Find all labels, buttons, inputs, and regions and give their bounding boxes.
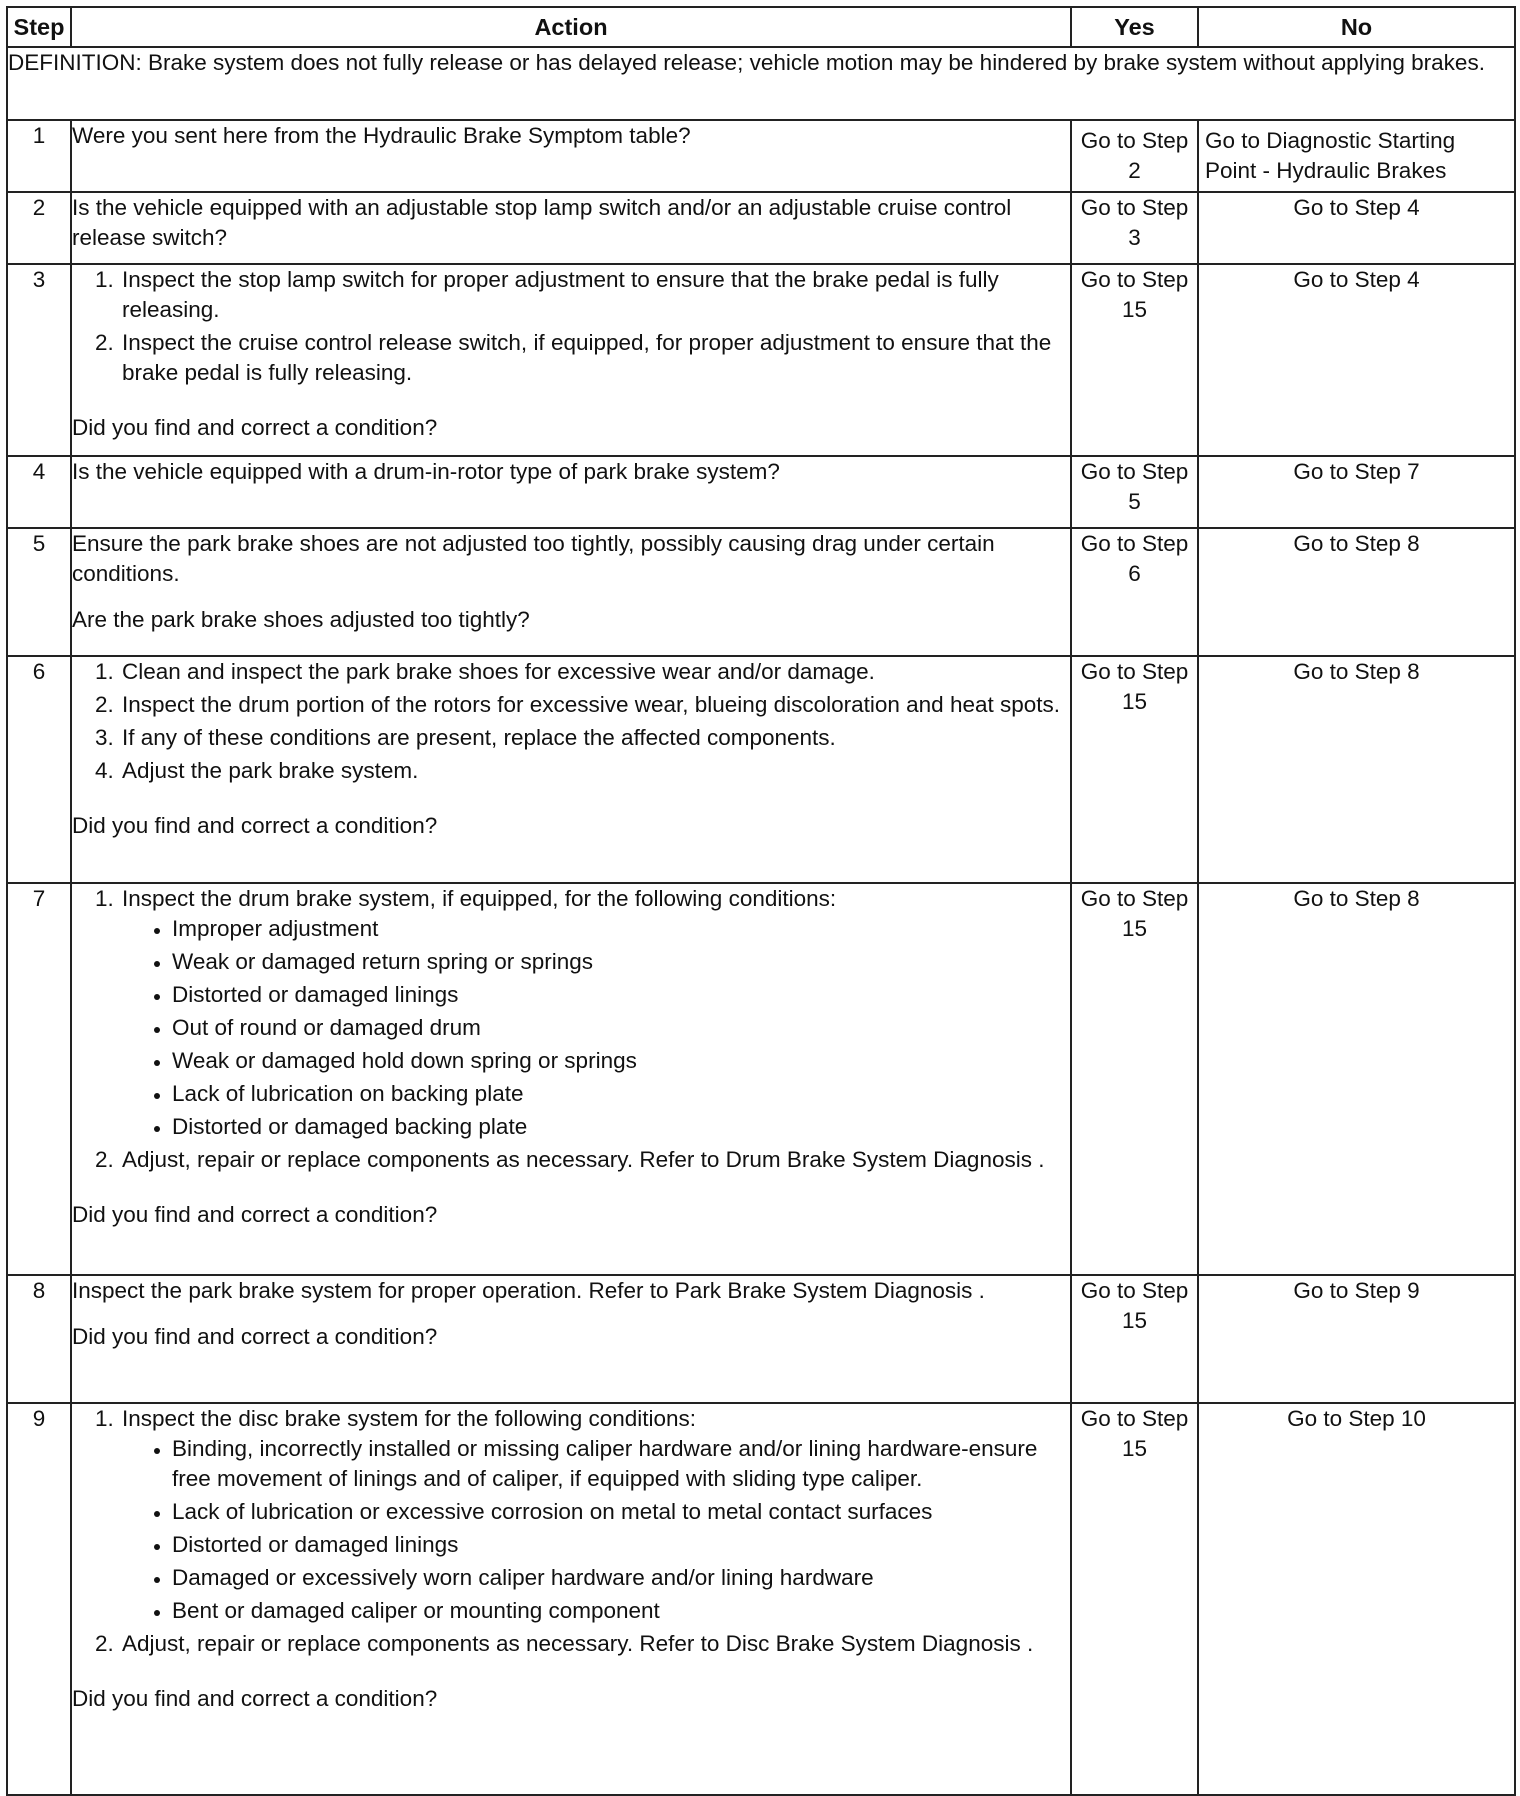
header-no: No bbox=[1198, 7, 1515, 47]
list-item: 1. Inspect the stop lamp switch for proper adjustment to ensure that the brake pedal is fully releasing. bbox=[120, 265, 1070, 325]
step-number: 2 bbox=[7, 192, 71, 264]
bullet-list bbox=[122, 1434, 1070, 1626]
header-row bbox=[7, 7, 1515, 47]
action-question: Did you find and correct a condition? bbox=[72, 415, 438, 440]
list-item-text: Inspect the drum brake system, if equipped, for the following conditions: bbox=[122, 886, 837, 911]
action-question: Did you find and correct a condition? bbox=[72, 1686, 438, 1711]
numbered-list bbox=[72, 1404, 1070, 1659]
no-cell: Go to Diagnostic Starting Point - Hydraulic Brakes bbox=[1198, 120, 1515, 192]
table-row bbox=[7, 656, 1515, 883]
step-number: 7 bbox=[7, 883, 71, 1275]
numbered-list bbox=[72, 657, 1070, 786]
no-cell: Go to Step 8 bbox=[1198, 656, 1515, 883]
bullet-item: • Lack of lubrication on backing plate bbox=[172, 1079, 1070, 1109]
bullet-item: • Out of round or damaged drum bbox=[172, 1013, 1070, 1043]
table-row bbox=[7, 264, 1515, 456]
definition-row bbox=[7, 47, 1515, 120]
step-number: 6 bbox=[7, 656, 71, 883]
table-row bbox=[7, 528, 1515, 656]
table-row bbox=[7, 883, 1515, 1275]
bullet-list bbox=[122, 914, 1070, 1142]
step-number: 3 bbox=[7, 264, 71, 456]
yes-cell: Go to Step 2 bbox=[1071, 120, 1198, 192]
action-cell bbox=[71, 1275, 1071, 1403]
action-text: Were you sent here from the Hydraulic Brake Symptom table? bbox=[72, 123, 691, 148]
yes-cell: Go to Step 15 bbox=[1071, 883, 1198, 1275]
action-question: Are the park brake shoes adjusted too tightly? bbox=[72, 607, 530, 632]
no-cell: Go to Step 4 bbox=[1198, 192, 1515, 264]
no-cell: Go to Step 10 bbox=[1198, 1403, 1515, 1795]
list-item: 2. Inspect the cruise control release switch, if equipped, for proper adjustment to ensure that the brake pedal is fully releasing. bbox=[120, 328, 1070, 388]
yes-cell: Go to Step 15 bbox=[1071, 1403, 1198, 1795]
no-cell: Go to Step 4 bbox=[1198, 264, 1515, 456]
step-number: 4 bbox=[7, 456, 71, 528]
action-text: Ensure the park brake shoes are not adjusted too tightly, possibly causing drag under certain conditions. bbox=[72, 531, 995, 586]
header-step: Step bbox=[7, 7, 71, 47]
step-number: 8 bbox=[7, 1275, 71, 1403]
no-cell: Go to Step 8 bbox=[1198, 883, 1515, 1275]
step-number: 5 bbox=[7, 528, 71, 656]
table-row bbox=[7, 120, 1515, 192]
table-row bbox=[7, 456, 1515, 528]
yes-cell: Go to Step 15 bbox=[1071, 656, 1198, 883]
action-cell bbox=[71, 883, 1071, 1275]
bullet-item: • Distorted or damaged backing plate bbox=[172, 1112, 1070, 1142]
yes-cell: Go to Step 15 bbox=[1071, 1275, 1198, 1403]
table-row bbox=[7, 1403, 1515, 1795]
table-row bbox=[7, 192, 1515, 264]
bullet-item: • Distorted or damaged linings bbox=[172, 980, 1070, 1010]
step-number: 1 bbox=[7, 120, 71, 192]
action-cell bbox=[71, 528, 1071, 656]
diagnostic-table bbox=[6, 6, 1516, 1796]
list-item: 3. If any of these conditions are present, replace the affected components. bbox=[120, 723, 1070, 753]
action-cell bbox=[71, 656, 1071, 883]
action-text: Is the vehicle equipped with a drum-in-rotor type of park brake system? bbox=[72, 459, 780, 484]
bullet-item: • Improper adjustment bbox=[172, 914, 1070, 944]
action-question: Did you find and correct a condition? bbox=[72, 1324, 438, 1349]
action-cell bbox=[71, 1403, 1071, 1795]
header-yes: Yes bbox=[1071, 7, 1198, 47]
list-item-text: Inspect the disc brake system for the following conditions: bbox=[122, 1406, 697, 1431]
action-question: Did you find and correct a condition? bbox=[72, 1202, 438, 1227]
action-text: Is the vehicle equipped with an adjustable stop lamp switch and/or an adjustable cruise control release switch? bbox=[72, 195, 1012, 250]
action-cell bbox=[71, 264, 1071, 456]
action-cell bbox=[71, 456, 1071, 528]
yes-cell: Go to Step 5 bbox=[1071, 456, 1198, 528]
bullet-item: • Bent or damaged caliper or mounting component bbox=[172, 1596, 1070, 1626]
header-action: Action bbox=[71, 7, 1071, 47]
no-cell: Go to Step 8 bbox=[1198, 528, 1515, 656]
step-number: 9 bbox=[7, 1403, 71, 1795]
yes-cell: Go to Step 3 bbox=[1071, 192, 1198, 264]
yes-cell: Go to Step 15 bbox=[1071, 264, 1198, 456]
bullet-item: • Lack of lubrication or excessive corrosion on metal to metal contact surfaces bbox=[172, 1497, 1070, 1527]
action-question: Did you find and correct a condition? bbox=[72, 813, 438, 838]
list-item bbox=[120, 884, 1070, 1142]
list-item: 1. Clean and inspect the park brake shoes for excessive wear and/or damage. bbox=[120, 657, 1070, 687]
bullet-item: • Weak or damaged hold down spring or springs bbox=[172, 1046, 1070, 1076]
yes-cell: Go to Step 6 bbox=[1071, 528, 1198, 656]
action-cell bbox=[71, 192, 1071, 264]
definition-text: DEFINITION: Brake system does not fully release or has delayed release; vehicle motion may be hindered by brake system without applying brakes. bbox=[7, 47, 1515, 120]
list-item: 2. Adjust, repair or replace components as necessary. Refer to Drum Brake System Diagnosis . bbox=[120, 1145, 1070, 1175]
bullet-item: • Damaged or excessively worn caliper hardware and/or lining hardware bbox=[172, 1563, 1070, 1593]
numbered-list bbox=[72, 265, 1070, 388]
numbered-list bbox=[72, 884, 1070, 1175]
no-cell: Go to Step 9 bbox=[1198, 1275, 1515, 1403]
table-row bbox=[7, 1275, 1515, 1403]
bullet-item: • Distorted or damaged linings bbox=[172, 1530, 1070, 1560]
list-item: 2. Inspect the drum portion of the rotors for excessive wear, blueing discoloration and heat spots. bbox=[120, 690, 1070, 720]
action-cell bbox=[71, 120, 1071, 192]
list-item: 4. Adjust the park brake system. bbox=[120, 756, 1070, 786]
list-item: 2. Adjust, repair or replace components as necessary. Refer to Disc Brake System Diagnosis . bbox=[120, 1629, 1070, 1659]
bullet-item: • Weak or damaged return spring or springs bbox=[172, 947, 1070, 977]
bullet-item: • Binding, incorrectly installed or missing caliper hardware and/or lining hardware-ensure free movement of linings and of caliper, if equipped with sliding type caliper. bbox=[172, 1434, 1070, 1494]
action-text: Inspect the park brake system for proper operation. Refer to Park Brake System Diagnosis . bbox=[72, 1278, 985, 1303]
list-item bbox=[120, 1404, 1070, 1626]
no-cell: Go to Step 7 bbox=[1198, 456, 1515, 528]
